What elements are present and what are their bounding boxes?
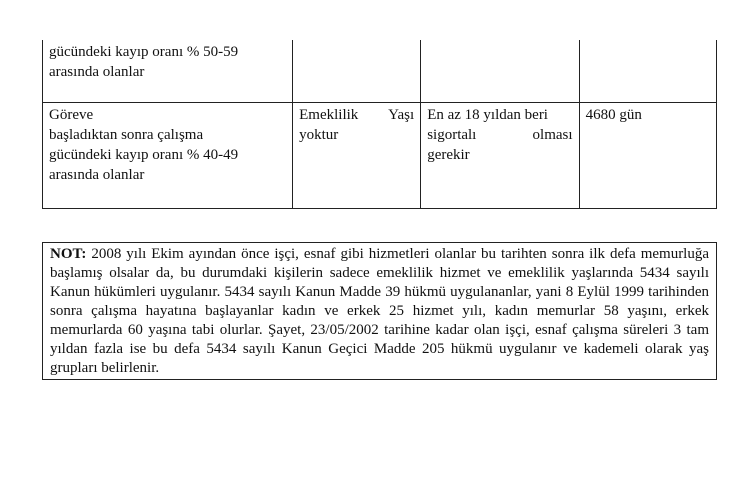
note-label: NOT: [50,246,87,262]
table-row [43,102,717,208]
cell-line: Emeklilik Yaşı [299,106,415,123]
table-cell-days [579,102,716,208]
table-cell-condition [43,102,293,208]
cell-line: 4680 gün [585,106,642,123]
table-cell-condition [43,40,293,102]
cell-line: başladıktan sonra çalışma [49,126,204,143]
table-cell-age [293,102,421,208]
cell-line: gücündeki kayıp oranı % 40-49 [49,146,239,163]
table-cell-age [293,40,421,102]
cell-line: gücündeki kayıp oranı % 50-59 [49,44,239,60]
cell-line: gerekir [427,146,470,163]
note-box [42,242,717,380]
table-row [43,40,717,102]
cell-line: Göreve [49,106,94,123]
table-cell-insurance [421,40,579,102]
cell-line: arasında olanlar [49,166,145,183]
cell-line: arasında olanlar [49,64,145,80]
note-text: 2008 yılı Ekim ayından önce işçi, esnaf gibi hizmetleri olanlar bu tarihten sonra ilk defa memurluğa başlamış olsalar da, bu durumdaki kişilerin sadece emeklilik hizmet ve emeklilik yaşlarında 5434 sayılı Kanun hükümleri uygulanır. 5434 sayılı Kanun Madde 39 hükmü uygulananlar, yani 8 Eylül 1999 tarihinden sonra çalışma hayatına başlayanlar kadın ve erkek 25 hizmet yılı, kadın memurlar 58 yaşını, erkek memurlarda 60 yaşına tabi olurlar. Şayet, 23/05/2002 tarihine kadar olan işçi, esnaf çalışma süreleri 3 tam yıldan fazla ise bu defa 5434 sayılı Kanun Geçici Madde 205 hükmü uygulanır ve kademeli olarak yaş grupları belirlenir. [50,246,710,376]
cell-line: En az 18 yıldan beri [427,106,548,123]
table-cell-days [579,40,716,102]
retirement-conditions-table [42,40,717,209]
cell-line: yoktur [299,126,339,143]
cell-line: sigortalı olması [427,126,573,143]
table-cell-insurance [421,102,579,208]
